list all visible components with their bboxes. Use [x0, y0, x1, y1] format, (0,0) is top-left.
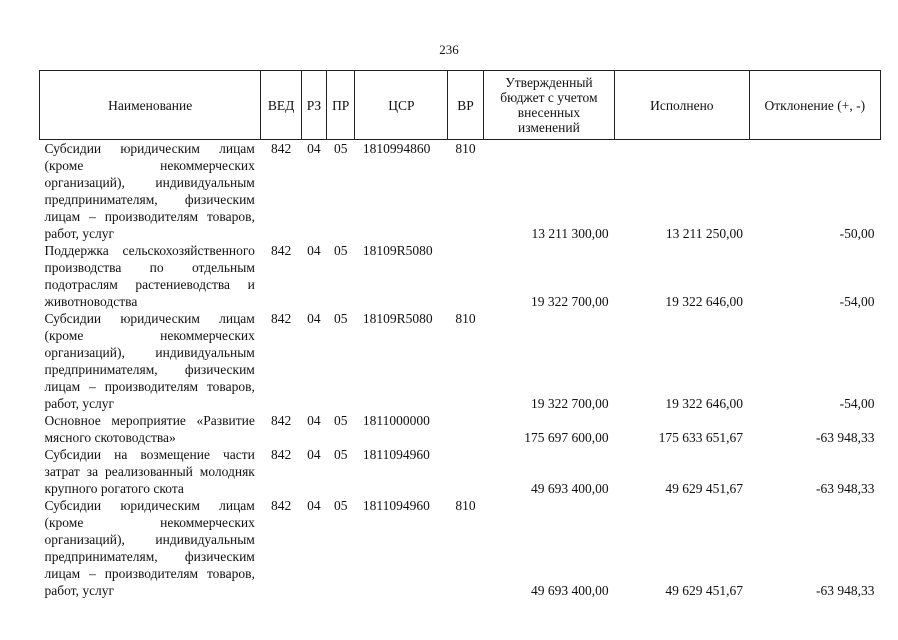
row-executed: 49 629 451,67	[665, 583, 744, 598]
row-name: Субсидии юридическим лицам (кроме некоммерческих организаций), индивидуальным предпринимателям, физическим лицам – производителям товаров, работ, услуг	[44, 311, 255, 411]
row-pr: 05	[333, 141, 348, 156]
row-rz: 04	[307, 498, 321, 513]
row-vr: 810	[455, 141, 476, 156]
row-budget: 13 211 300,00	[531, 226, 609, 241]
row-budget: 175 697 600,00	[524, 430, 609, 445]
header-ved: ВЕД	[261, 71, 301, 140]
table-row	[40, 310, 881, 412]
row-deviation: -63 948,33	[816, 430, 875, 445]
row-vr	[448, 446, 483, 497]
row-pr: 05	[333, 498, 348, 513]
row-budget: 19 322 700,00	[530, 294, 609, 309]
row-ved: 842	[270, 447, 292, 462]
row-executed: 19 322 646,00	[665, 396, 744, 411]
row-deviation: -63 948,33	[816, 583, 875, 598]
header-pr: ПР	[327, 71, 355, 140]
table-row	[40, 412, 881, 446]
page-number: 236	[439, 42, 459, 57]
row-name: Основное мероприятие «Развитие мясного скотоводства»	[44, 413, 255, 445]
row-executed: 175 633 651,67	[658, 430, 744, 445]
row-budget: 49 693 400,00	[530, 583, 609, 598]
row-pr: 05	[333, 413, 348, 428]
row-ved: 842	[270, 413, 292, 428]
row-deviation: -63 948,33	[816, 481, 875, 496]
header-deviation: Отклонение (+, -)	[749, 71, 880, 140]
row-vr: 810	[455, 311, 476, 326]
table-row	[40, 242, 881, 310]
row-csr: 1811094960	[362, 447, 430, 462]
header-name: Наименование	[40, 71, 261, 140]
table-header	[40, 71, 881, 140]
row-budget: 19 322 700,00	[530, 396, 609, 411]
row-rz: 04	[307, 243, 321, 258]
row-rz: 04	[307, 141, 321, 156]
header-budget: Утвержденный бюджет с учетом внесенных изменений	[483, 71, 614, 140]
row-executed: 19 322 646,00	[665, 294, 744, 309]
row-name: Субсидии на возмещение части затрат за реализованный молодняк крупного рогатого скота	[44, 447, 255, 496]
row-csr: 1811000000	[362, 413, 430, 428]
header-executed: Исполнено	[615, 71, 749, 140]
budget-table	[39, 70, 881, 599]
row-vr: 810	[455, 498, 476, 513]
row-name: Субсидии юридическим лицам (кроме некоммерческих организаций), индивидуальным предпринимателям, физическим лицам – производителям товаров, работ, услуг	[44, 141, 255, 241]
table-row	[40, 446, 881, 497]
row-csr: 1810994860	[362, 141, 431, 156]
row-csr: 1811094960	[362, 498, 430, 513]
row-pr: 05	[333, 447, 348, 462]
row-ved: 842	[270, 311, 292, 326]
table-body	[40, 140, 881, 600]
header-rz: РЗ	[301, 71, 326, 140]
row-vr	[448, 242, 483, 310]
row-deviation: -54,00	[839, 396, 875, 411]
row-rz: 04	[307, 311, 321, 326]
row-rz: 04	[307, 413, 321, 428]
row-name: Субсидии юридическим лицам (кроме некоммерческих организаций), индивидуальным предпринимателям, физическим лицам – производителям товаров, работ, услуг	[44, 498, 255, 598]
row-executed: 49 629 451,67	[665, 481, 744, 496]
row-deviation: -50,00	[839, 226, 875, 241]
row-vr	[448, 412, 483, 446]
row-pr: 05	[333, 311, 348, 326]
row-ved: 842	[270, 141, 292, 156]
table-row	[40, 497, 881, 599]
row-csr: 18109R5080	[362, 243, 433, 258]
row-ved: 842	[270, 498, 292, 513]
table-row	[40, 140, 881, 243]
row-csr: 18109R5080	[362, 311, 433, 326]
row-name: Поддержка сельскохозяйственного производства по отдельным подотраслям растениеводства и животноводства	[44, 243, 255, 309]
row-ved: 842	[270, 243, 292, 258]
row-executed: 13 211 250,00	[665, 226, 744, 241]
row-budget: 49 693 400,00	[530, 481, 609, 496]
header-csr: ЦСР	[355, 71, 448, 140]
row-rz: 04	[307, 447, 321, 462]
row-pr: 05	[333, 243, 348, 258]
header-vr: ВР	[448, 71, 483, 140]
row-deviation: -54,00	[839, 294, 875, 309]
